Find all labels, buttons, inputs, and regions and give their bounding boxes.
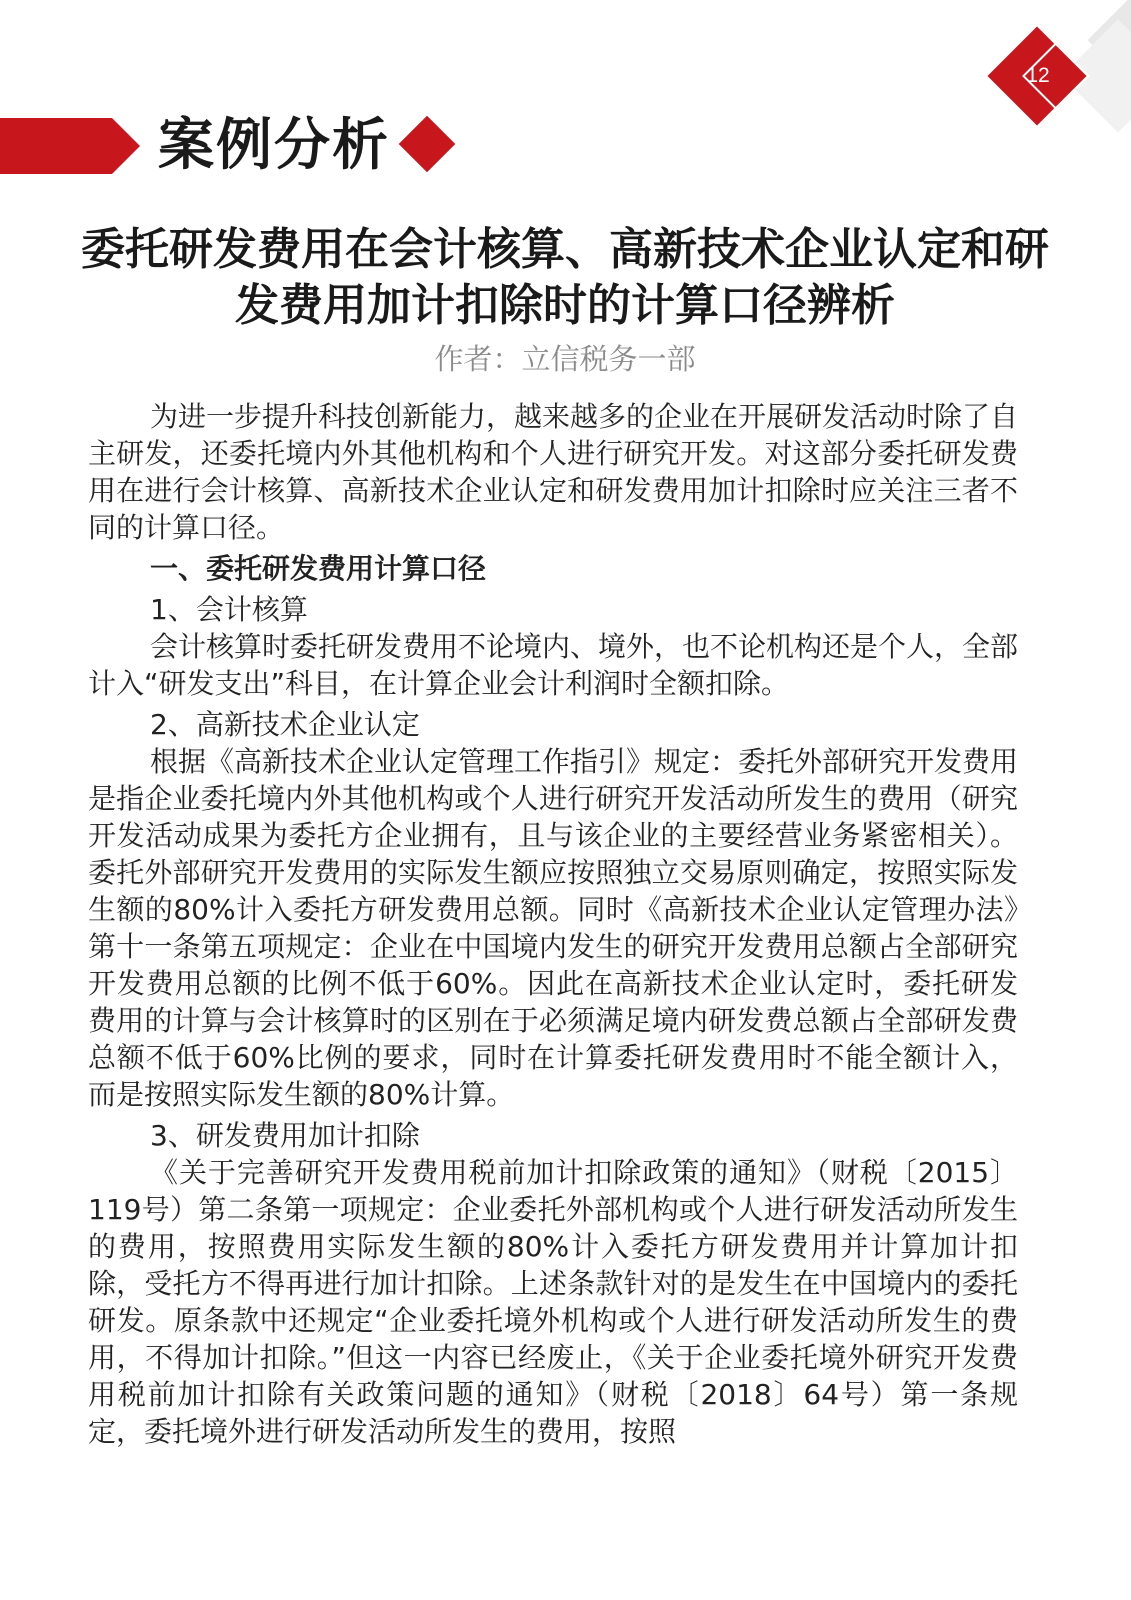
section-banner-bar	[0, 118, 112, 174]
article-body	[88, 398, 1018, 1450]
paragraph-deduction: 《关于完善研究开发费用税前加计扣除政策的通知》（财税〔2015〕119号）第二条第一项规定：企业委托外部机构或个人进行研发活动所发生的费用，按照费用实际发生额的80%计入委托方研发费用并计算加计扣除，受托方不得再进行加计扣除。上述条款针对的是发生在中国境内的委托研发。原条款中还规定“企业委托境外机构或个人进行研发活动所发生的费用，不得加计扣除。”但这一内容已经废止，《关于企业委托境外研究开发费用税前加计扣除有关政策问题的通知》（财税〔2018〕64号）第一条规定，委托境外进行研发活动所发生的费用，按照	[88, 1156, 1018, 1448]
intro-paragraph: 为进一步提升科技创新能力，越来越多的企业在开展研发活动时除了自主研发，还委托境内外其他机构和个人进行研究开发。对这部分委托研发费用在进行会计核算、高新技术企业认定和研发费用加计扣除时应关注三者不同的计算口径。	[88, 400, 1019, 544]
section-banner-arrow	[112, 118, 140, 174]
subheading-accounting: 1、会计核算	[150, 593, 308, 626]
article-author: 作者：立信税务一部	[434, 342, 696, 376]
subheading-deduction: 3、研发费用加计扣除	[150, 1119, 420, 1152]
paragraph-accounting: 会计核算时委托研发费用不论境内、境外，也不论机构还是个人，全部计入“研发支出”科目，在计算企业会计利润时全额扣除。	[88, 630, 1019, 700]
subheading-hightech: 2、高新技术企业认定	[150, 708, 420, 741]
section-title: 案例分析	[158, 113, 390, 178]
section-diamond-icon	[399, 116, 456, 173]
article-title: 委托研发费用在会计核算、高新技术企业认定和研发费用加计扣除时的计算口径辨析	[81, 224, 1049, 331]
page-number: 12	[1026, 64, 1050, 87]
paragraph-hightech: 根据《高新技术企业认定管理工作指引》规定：委托外部研究开发费用是指企业委托境内外其他机构或个人进行研究开发活动所发生的费用（研究开发活动成果为委托方企业拥有，且与该企业的主要经营业务紧密相关）。委托外部研究开发费用的实际发生额应按照独立交易原则确定，按照实际发生额的80%计入委托方研发费用总额。同时《高新技术企业认定管理办法》第十一条第五项规定：企业在中国境内发生的研究开发费用总额占全部研究开发费用总额的比例不低于60%。因此在高新技术企业认定时，委托研发费用的计算与会计核算时的区别在于必须满足境内研发费总额占全部研发费总额不低于60%比例的要求，同时在计算委托研发费用时不能全额计入，而是按照实际发生额的80%计算。	[88, 745, 1019, 1111]
heading-1: 一、委托研发费用计算口径	[150, 552, 487, 585]
